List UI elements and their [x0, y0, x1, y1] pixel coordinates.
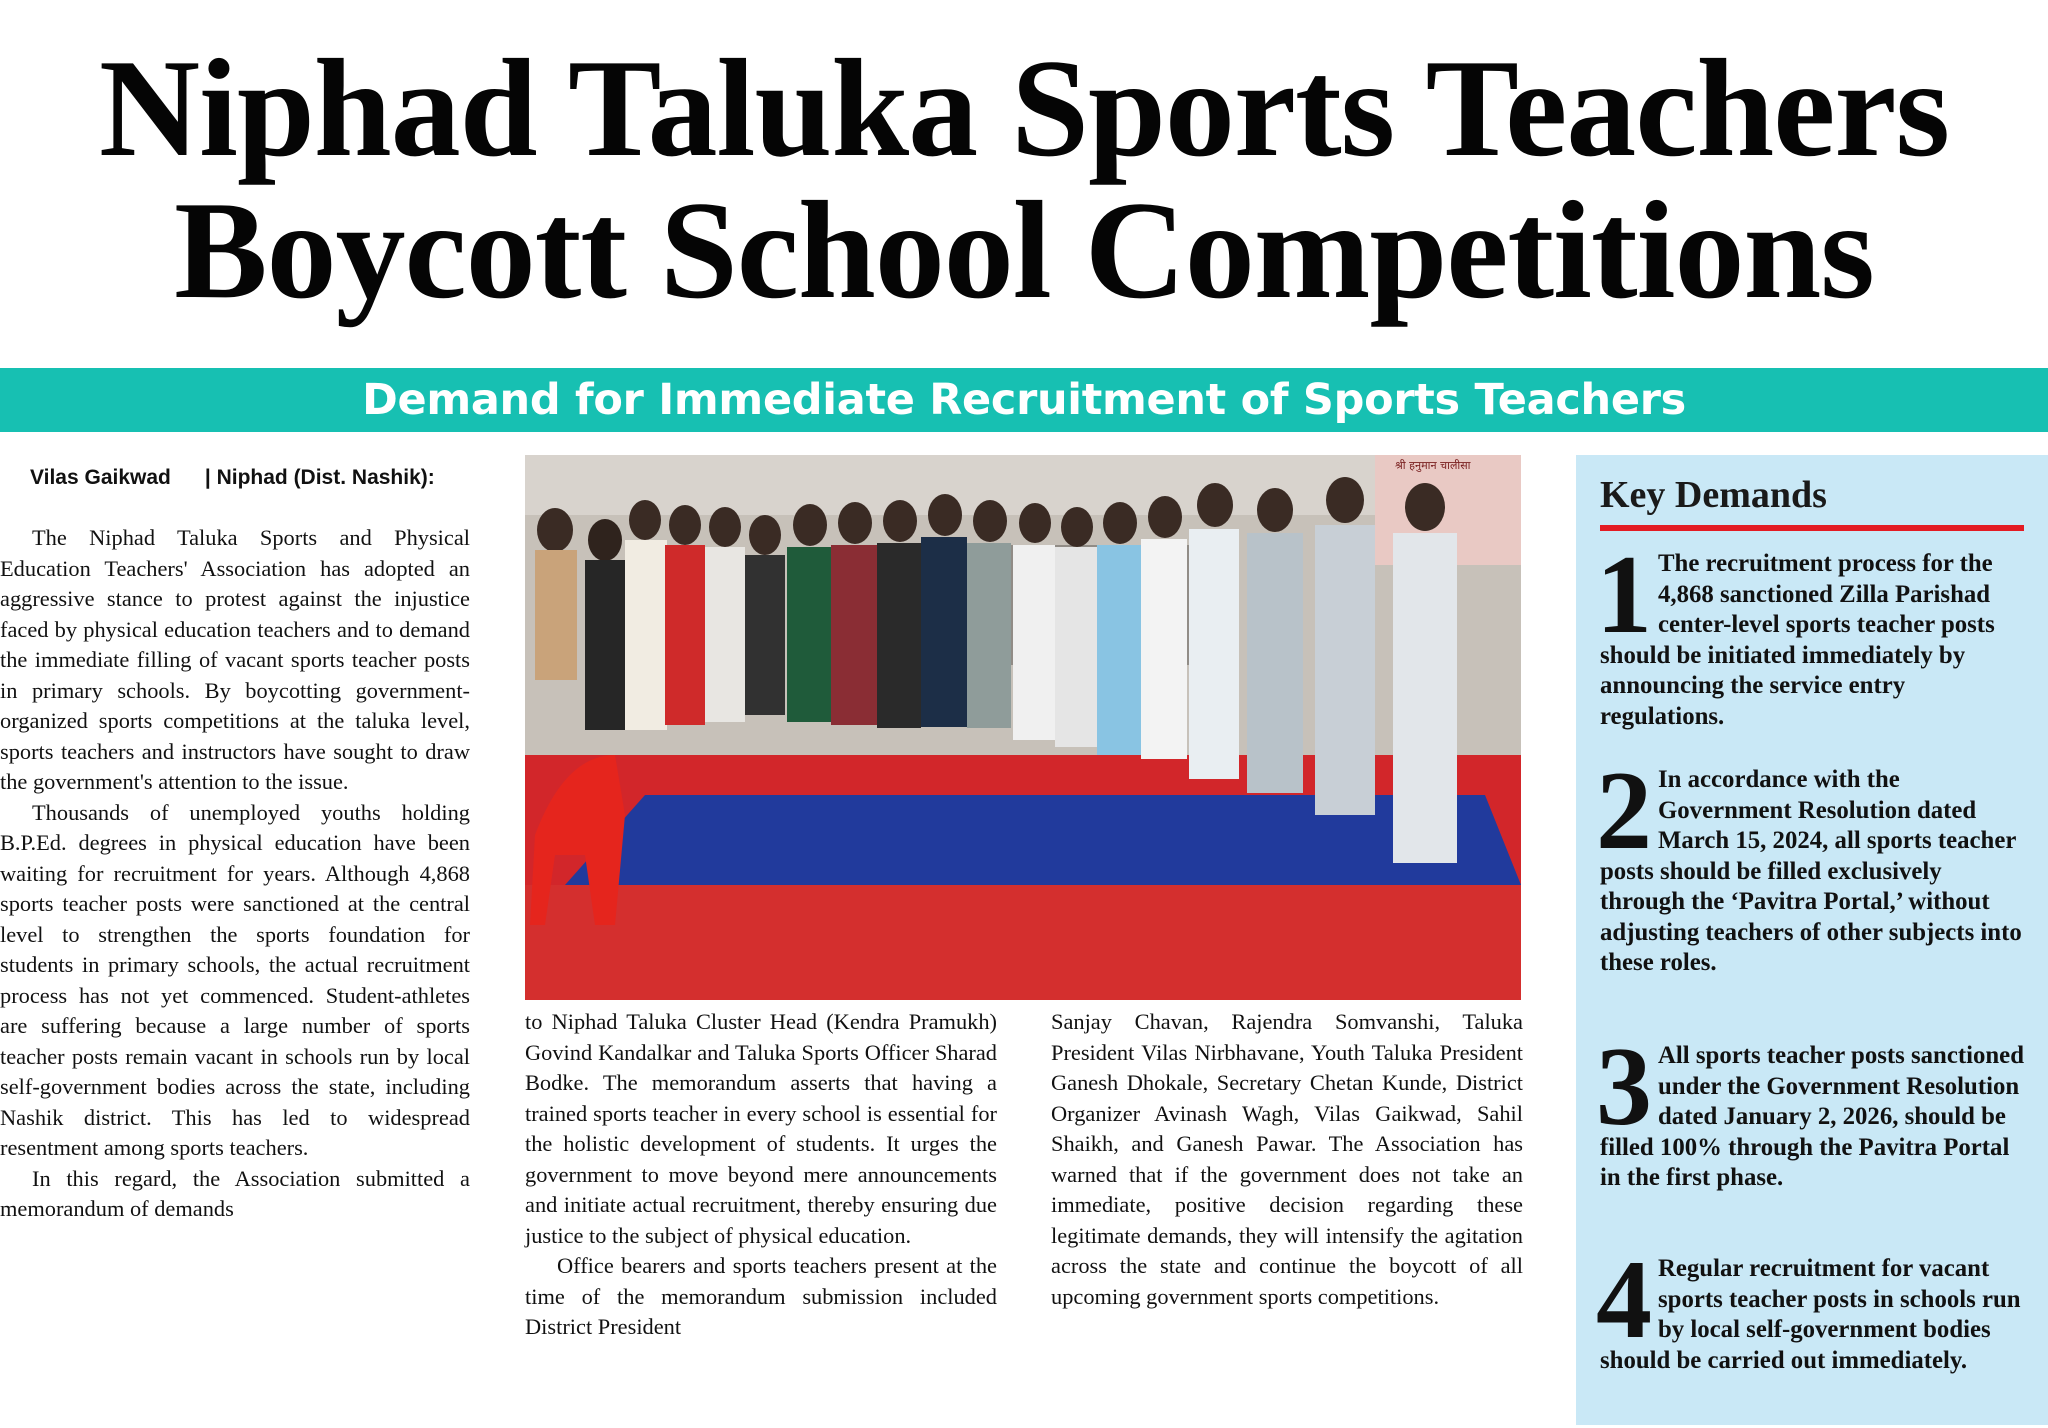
demand-number: 2	[1596, 749, 1652, 873]
demand-item-3	[1596, 1025, 2028, 1194]
byline-author: Vilas Gaikwad	[30, 466, 171, 489]
headline-line-2: Boycott School Competitions	[174, 173, 1874, 328]
article-paragraph: Thousands of unemployed youths holding B.P.Ed. degrees in physical education have been waiting for recruitment for years. Although 4,868 sports teacher posts were sanctioned at the central level to strengthen the sports foundation for students in primary schools, the actual recruitment process has not yet commenced. Student-athletes are suffering because a large number of sports teacher posts remain vacant in schools run by local self-government bodies across the state, including Nashik district. This has led to widespread resentment among sports teachers.	[0, 799, 470, 1160]
demand-text: Regular recruitment for vacant sports teacher posts in schools run by local self-government bodies should be carried out immediately.	[1600, 1255, 2021, 1374]
article-paragraph: The Niphad Taluka Sports and Physical Education Teachers' Association has adopted an aggressive stance to protest against the injustice faced by physical education teachers and to demand the immediate filling of vacant sports teacher posts in primary schools. By boycotting government-organized sports competitions at the taluka level, sports teachers and instructors have sought to draw the government's attention to the issue.	[0, 525, 470, 794]
byline-location: | Niphad (Dist. Nashik):	[204, 466, 435, 489]
photo-signage: श्री हनुमान चालीसा	[1395, 459, 1471, 472]
demand-item-1	[1596, 533, 2028, 732]
headline-line-1: Niphad Taluka Sports Teachers	[98, 31, 1950, 186]
key-demands-title: Key Demands	[1600, 474, 1827, 516]
subheadline-banner	[0, 368, 2048, 432]
demand-text: All sports teacher posts sanctioned under the Government Resolution dated January 2, 2026, should be filled 100% through the Pavitra Portal in the first phase.	[1600, 1042, 2024, 1191]
article-paragraph: to Niphad Taluka Cluster Head (Kendra Pramukh) Govind Kandalkar and Taluka Sports Officer Sharad Bodke. The memorandum asserts that having a trained sports teacher in every school is essential for the holistic development of students. It urges the government to move beyond mere announcements and initiate actual recruitment, thereby ensuring due justice to the subject of physical education.	[525, 1009, 997, 1248]
article-paragraph: In this regard, the Association submitted a memorandum of demands	[0, 1165, 470, 1221]
article-column-3	[1051, 1007, 1523, 1312]
demand-text: In accordance with the Government Resolution dated March 15, 2024, all sports teacher posts should be filled exclusively through the ‘Pavitra Portal,’ without adjusting teachers of other subjects into these roles.	[1600, 766, 2022, 976]
demand-item-2	[1596, 749, 2028, 979]
demand-number: 1	[1596, 533, 1652, 657]
demand-number: 3	[1596, 1025, 1652, 1149]
subheadline: Demand for Immediate Recruitment of Sports Teachers	[362, 375, 1686, 425]
key-demands-rule	[1600, 525, 2024, 531]
demand-item-4	[1596, 1238, 2028, 1376]
group-photo-illustration	[525, 455, 1521, 1000]
demand-text: The recruitment process for the 4,868 sanctioned Zilla Parishad center-level sports teacher posts should be initiated immediately by announcing the service entry regulations.	[1600, 550, 1995, 730]
article-paragraph: Sanjay Chavan, Rajendra Somvanshi, Taluka President Vilas Nirbhavane, Youth Taluka President Ganesh Dhokale, Secretary Chetan Kunde, District Organizer Avinash Wagh, Vilas Gaikwad, Sahil Shaikh, and Ganesh Pawar. The Association has warned that if the government does not take an immediate, positive decision regarding these legitimate demands, they will intensify the agitation across the state and continue the boycott of all upcoming government sports competitions.	[1051, 1009, 1523, 1309]
article-paragraph: Office bearers and sports teachers present at the time of the memorandum submission included District President	[525, 1253, 997, 1339]
article-column-1	[0, 523, 470, 1225]
news-photo	[525, 455, 1521, 1000]
headline	[0, 31, 2048, 328]
byline	[30, 463, 470, 493]
key-demands-sidebar	[1576, 455, 2048, 1425]
article-column-2	[525, 1007, 997, 1343]
demand-number: 4	[1596, 1238, 1652, 1362]
